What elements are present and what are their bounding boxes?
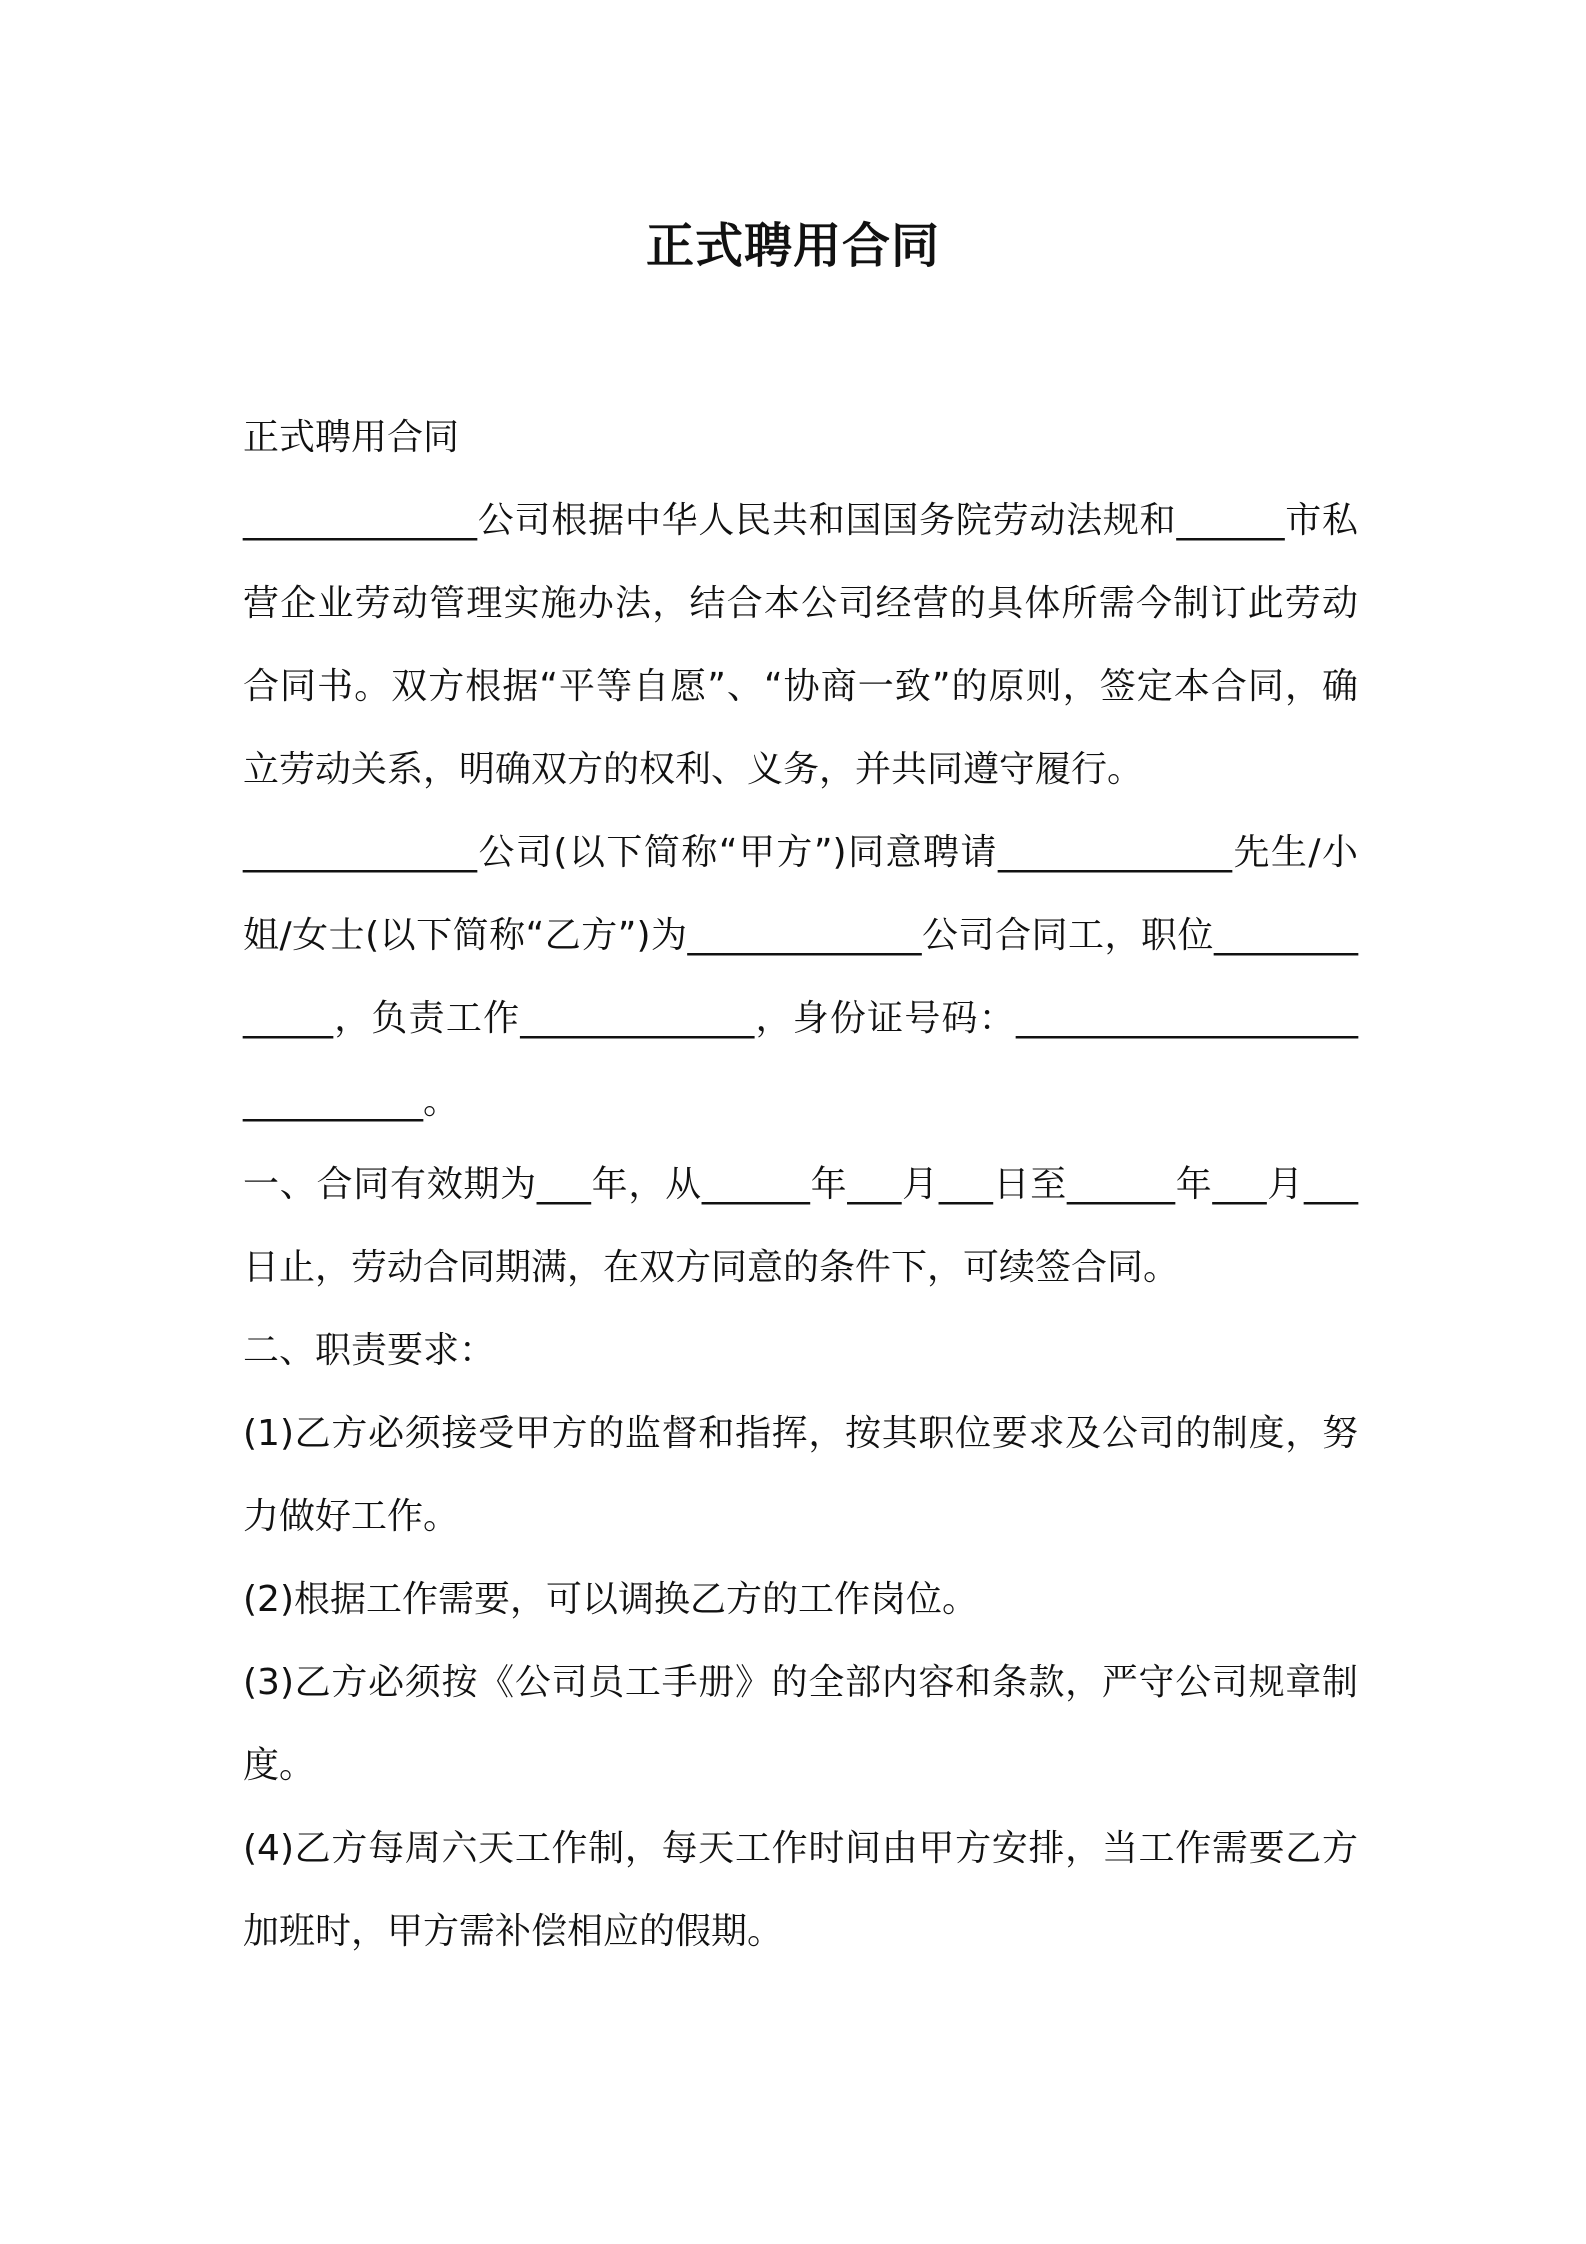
duty-item-1: (1)乙方必须接受甲方的监督和指挥，按其职位要求及公司的制度，努力做好工作。 [243,1413,1358,1537]
contract-term-clause: 一、合同有效期为___年，从______年___月___日至______年___月___日止，劳动合同期满，在双方同意的条件下，可续签合同。 [243,1164,1358,1288]
preamble-paragraph: _____________公司根据中华人民共和国国务院劳动法规和______市私营企业劳动管理实施办法，结合本公司经营的具体所需今制订此劳动合同书。双方根据“平等自愿”、“协商一致”的原则，签定本合同，确立劳动关系，明确双方的权利、义务，并共同遵守履行。 [243,500,1358,790]
body-heading: 正式聘用合同 [243,417,460,458]
duty-item-4: (4)乙方每周六天工作制，每天工作时间由甲方安排，当工作需要乙方加班时，甲方需补偿相应的假期。 [243,1828,1358,1952]
parties-paragraph: _____________公司(以下简称“甲方”)同意聘请_____________先生/小姐/女士(以下简称“乙方”)为_____________公司合同工，职位_____________，负责工作_____________，身份证号码：_____________________________。 [243,832,1358,1122]
document-title: 正式聘用合同 [645,218,940,274]
document-body [243,396,1358,1973]
duty-item-2: (2)根据工作需要，可以调换乙方的工作岗位。 [243,1579,978,1620]
duty-item-3: (3)乙方必须按《公司员工手册》的全部内容和条款，严守公司规章制度。 [243,1662,1358,1786]
duties-heading: 二、职责要求： [243,1330,496,1371]
